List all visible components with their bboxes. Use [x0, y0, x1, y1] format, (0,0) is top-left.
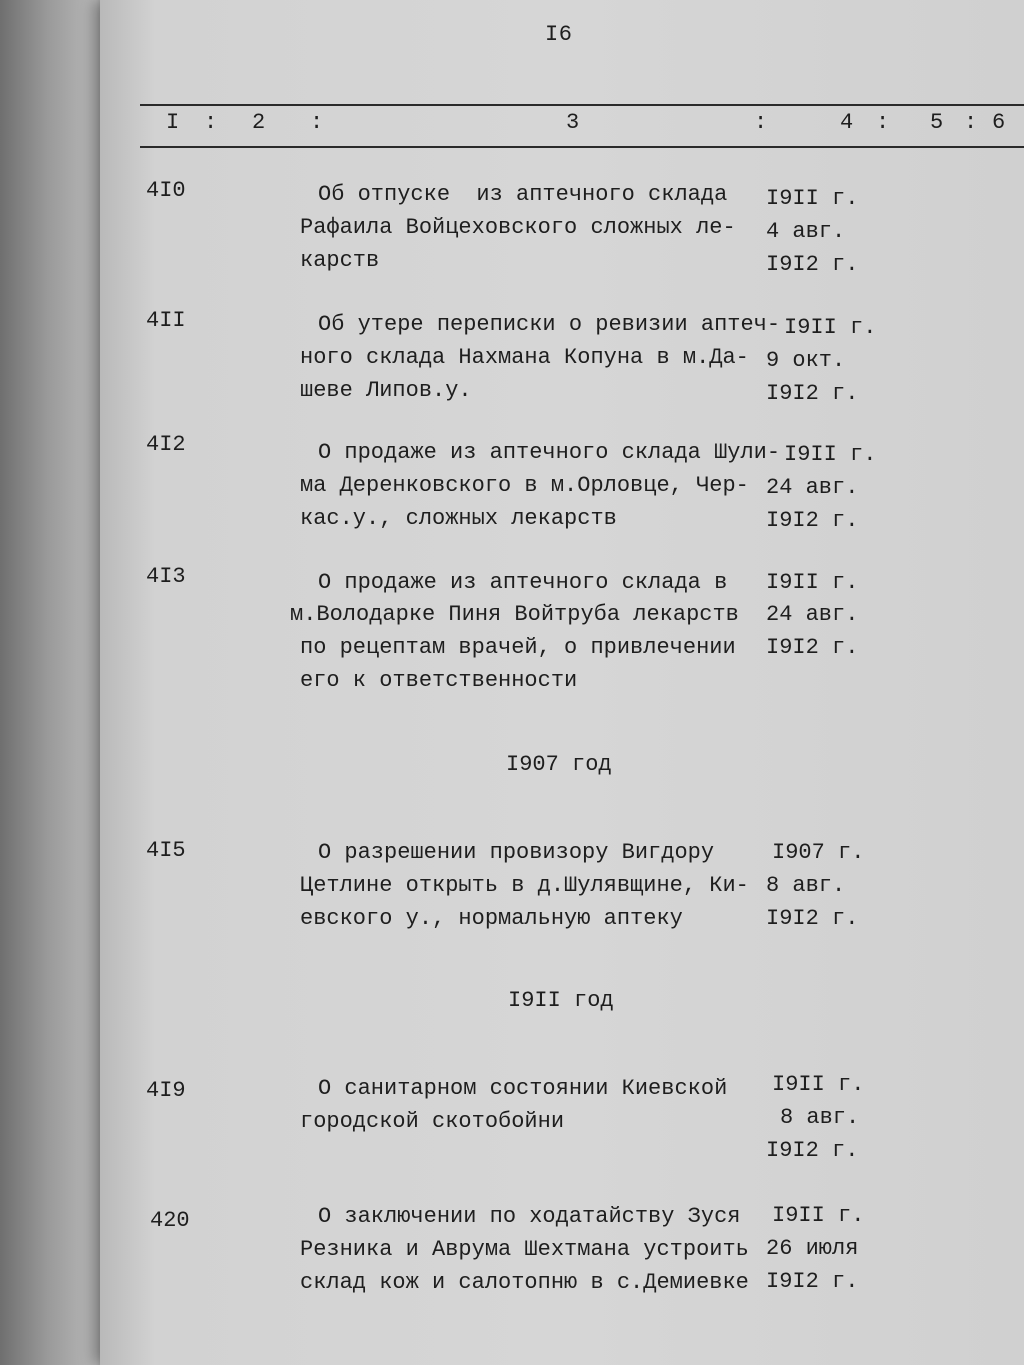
col-sep: :: [964, 110, 978, 135]
entry-line: Рафаила Войцеховского сложных ле-: [300, 215, 736, 240]
entry-line: шеве Липов.у.: [300, 378, 472, 403]
entry-line: ного склада Нахмана Копуна в м.Да-: [300, 345, 749, 370]
entry-number: 4I9: [146, 1078, 186, 1103]
entry-date-start: I9II г.: [772, 1203, 865, 1228]
entry-date-start: I907 г.: [772, 840, 865, 865]
entry-date-start: I9II г.: [766, 570, 859, 595]
entry-line: Об отпуске из аптечного склада: [318, 182, 728, 207]
entry-date-end: I9I2 г.: [766, 1269, 859, 1294]
col-3-label: 3: [566, 110, 580, 135]
col-6-label: 6: [992, 110, 1006, 135]
year-heading: I907 год: [506, 752, 612, 777]
entry-line: ма Деренковского в м.Орловце, Чер-: [300, 473, 749, 498]
entry-date-end: I9I2 г.: [766, 508, 859, 533]
entry-line: кас.у., сложных лекарств: [300, 506, 617, 531]
col-4-label: 4: [840, 110, 854, 135]
entry-date-start: I9II г.: [766, 186, 859, 211]
entry-number: 4I2: [146, 432, 186, 457]
entry-line: Резника и Аврума Шехтмана устроить: [300, 1237, 749, 1262]
entry-line: Об утере переписки о ревизии аптеч-: [318, 312, 781, 337]
entry-date-day: 8 авг.: [780, 1105, 860, 1130]
col-sep: :: [876, 110, 890, 135]
entry-line: по рецептам врачей, о привлечении: [300, 635, 736, 660]
entry-date-start: I9II г.: [784, 442, 877, 467]
entry-date-end: I9I2 г.: [766, 1138, 859, 1163]
entry-number: 4I0: [146, 178, 186, 203]
entry-date-end: I9I2 г.: [766, 252, 859, 277]
entry-line: м.Володарке Пиня Войтруба лекарств: [290, 602, 739, 627]
entry-date-end: I9I2 г.: [766, 635, 859, 660]
entry-number: 4I3: [146, 564, 186, 589]
header-rule-bottom: [140, 146, 1024, 148]
entry-number: 4I5: [146, 838, 186, 863]
entry-line: городской скотобойни: [300, 1109, 565, 1134]
col-sep: :: [204, 110, 218, 135]
col-2-label: 2: [252, 110, 266, 135]
entry-line: О санитарном состоянии Киевской: [318, 1076, 728, 1101]
col-1-label: I: [166, 110, 180, 135]
page-number: I6: [545, 22, 573, 47]
entry-date-start: I9II г.: [772, 1072, 865, 1097]
entry-line: О заключении по ходатайству Зуся: [318, 1204, 741, 1229]
entry-line: его к ответственности: [300, 668, 578, 693]
year-heading: I9II год: [508, 988, 614, 1013]
entry-date-day: 8 авг.: [766, 873, 846, 898]
entry-line: О продаже из аптечного склада в: [318, 570, 728, 595]
entry-line: О продаже из аптечного склада Шули-: [318, 440, 781, 465]
entry-line: О разрешении провизору Вигдору: [318, 840, 715, 865]
entry-date-day: 24 авг.: [766, 475, 859, 500]
entry-number: 420: [150, 1208, 190, 1233]
entry-date-day: 9 окт.: [766, 348, 846, 373]
entry-line: евского у., нормальную аптеку: [300, 906, 683, 931]
entry-number: 4II: [146, 308, 186, 333]
entry-date-start: I9II г.: [784, 315, 877, 340]
entry-date-day: 24 авг.: [766, 602, 859, 627]
entry-date-day: 26 июля: [766, 1236, 859, 1261]
col-sep: :: [754, 110, 768, 135]
entry-date-day: 4 авг.: [766, 219, 846, 244]
entry-line: Цетлине открыть в д.Шулявщине, Ки-: [300, 873, 749, 898]
entry-line: карств: [300, 248, 380, 273]
col-5-label: 5: [930, 110, 944, 135]
entry-date-end: I9I2 г.: [766, 906, 859, 931]
entry-date-end: I9I2 г.: [766, 381, 859, 406]
header-rule-top: [140, 104, 1024, 106]
col-sep: :: [310, 110, 324, 135]
entry-line: склад кож и салотопню в с.Демиевке: [300, 1270, 749, 1295]
